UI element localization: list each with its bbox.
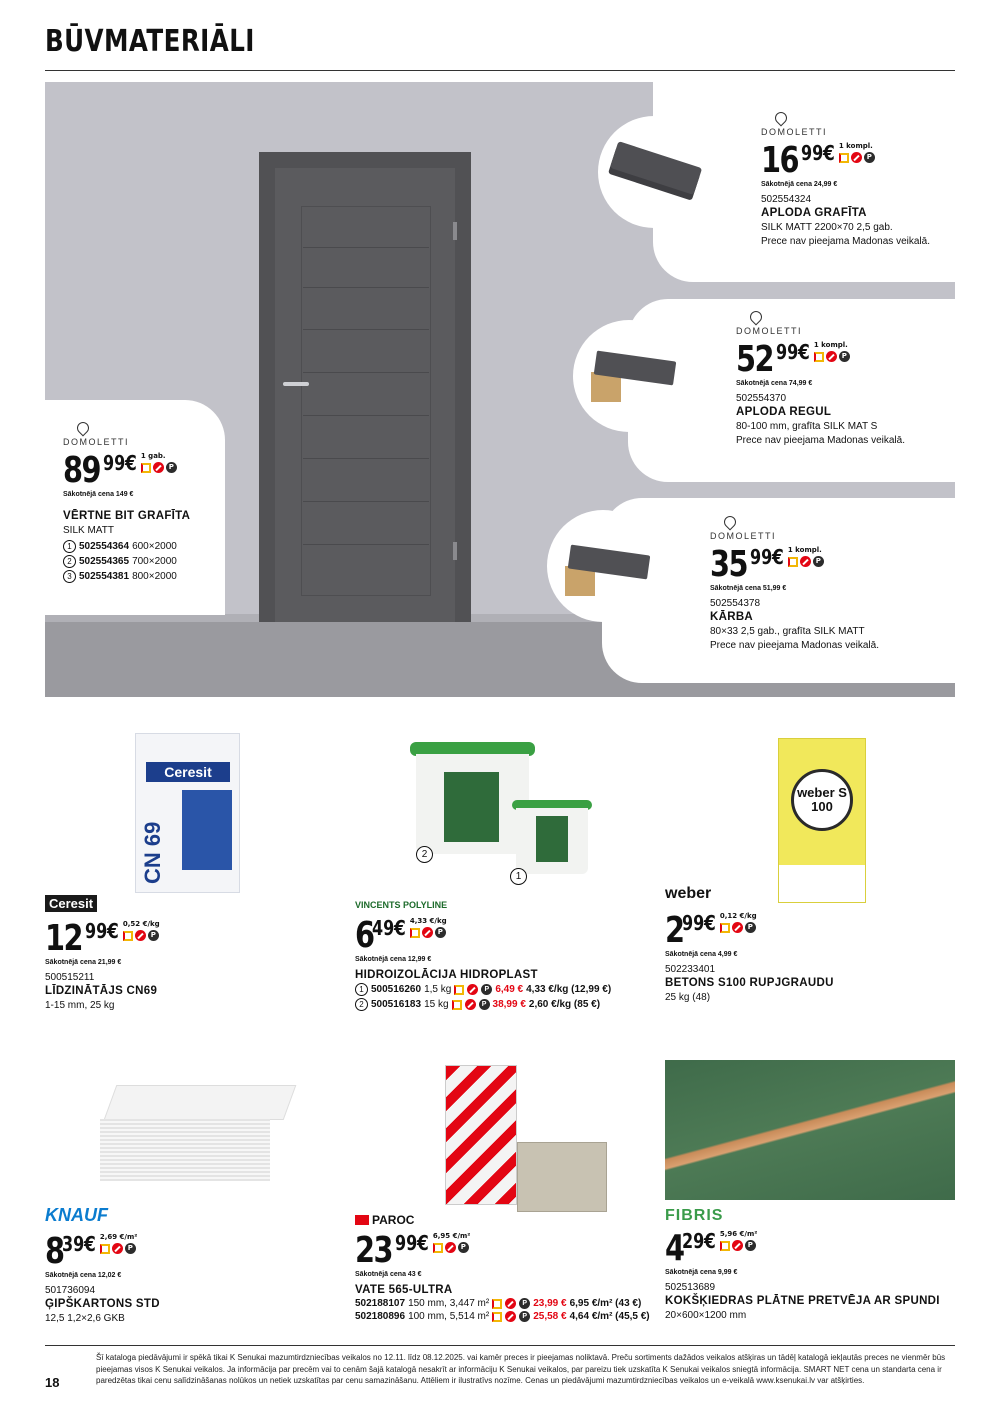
price xyxy=(665,1228,965,1269)
no-discount-icon xyxy=(465,999,476,1010)
product-ceresit[interactable] xyxy=(45,895,345,1013)
product-code: 502554324 xyxy=(761,194,812,205)
availability-note: Prece nav pieejama Madonas veikalā. xyxy=(761,235,930,247)
door-groove xyxy=(303,544,429,545)
weber-bag-label: weber S 100 xyxy=(791,769,853,831)
price-integer: 12 xyxy=(45,918,82,959)
price-integer: 52 xyxy=(736,339,773,380)
no-discount-icon xyxy=(445,1242,456,1253)
product-name: ĢIPŠKARTONS STD xyxy=(45,1298,160,1310)
price xyxy=(63,450,190,491)
product-paroc[interactable] xyxy=(355,1213,655,1322)
ceresit-bag-label: CN 69 xyxy=(140,821,165,884)
title-divider xyxy=(45,70,955,71)
badges xyxy=(141,462,177,473)
brand-logo: Ceresit xyxy=(45,895,97,912)
door-handle xyxy=(283,382,309,386)
door-offer-card[interactable] xyxy=(45,400,225,615)
brand-logo: PAROC xyxy=(355,1213,655,1227)
no-discount-icon xyxy=(851,152,862,163)
product-hidroplast[interactable] xyxy=(355,900,655,1011)
product-fibris[interactable] xyxy=(665,1207,965,1323)
door-hinge xyxy=(453,222,457,240)
hero-banner xyxy=(45,82,955,697)
points-card-icon xyxy=(410,928,420,938)
door-groove xyxy=(303,372,429,373)
p-icon: P xyxy=(864,152,875,163)
price-unit: 0,52 €/kg xyxy=(122,920,160,928)
product-name: KOKŠĶIEDRAS PLĀTNE PRETVĒJA AR SPUNDI xyxy=(665,1295,940,1307)
ceresit-bag-panel xyxy=(182,790,232,870)
karba-image xyxy=(547,510,659,622)
p-icon: P xyxy=(481,984,492,995)
no-discount-icon xyxy=(422,927,433,938)
points-card-icon xyxy=(492,1312,502,1322)
p-icon: P xyxy=(745,1240,756,1251)
original-price: Sākotnējā cena 21,99 € xyxy=(45,959,122,966)
product-desc: SILK MATT 2200×70 2,5 gab. xyxy=(761,222,893,233)
price xyxy=(665,910,965,951)
product-name: APLODA GRAFĪTA xyxy=(761,207,867,219)
product-name: APLODA REGUL xyxy=(736,406,832,418)
door-panel xyxy=(301,206,431,596)
points-card-icon xyxy=(100,1244,110,1254)
product-code: 502233401 xyxy=(665,964,716,975)
no-discount-icon xyxy=(505,1298,516,1309)
price-currency: € xyxy=(703,911,716,935)
availability-note: Prece nav pieejama Madonas veikalā. xyxy=(736,434,905,446)
p-icon: P xyxy=(479,999,490,1010)
points-card-icon xyxy=(492,1299,502,1309)
product-desc: 80-100 mm, grafīta SILK MAT S xyxy=(736,421,878,432)
original-price: Sākotnējā cena 43 € xyxy=(355,1271,422,1278)
price-integer: 89 xyxy=(63,450,100,491)
price-decimal: 49 xyxy=(372,916,395,940)
price-decimal: 99 xyxy=(85,919,108,943)
price xyxy=(45,1231,345,1272)
paroc-pack-image xyxy=(445,1065,517,1205)
price xyxy=(736,339,905,380)
footer-divider xyxy=(45,1345,955,1346)
price-currency: € xyxy=(822,141,835,165)
price-decimal: 99 xyxy=(103,451,126,475)
variant-row: 502188107 150 mm, 3,447 m² P 23,99 € 6,95 €/m² (43 €) xyxy=(355,1298,642,1309)
price-unit: 4,33 €/kg xyxy=(409,917,447,925)
fibris-board-image xyxy=(665,1060,955,1200)
product-desc: SILK MATT xyxy=(63,525,114,536)
price-currency: € xyxy=(416,1231,429,1255)
door-groove xyxy=(303,247,429,248)
price-decimal: 99 xyxy=(801,141,824,165)
original-price: Sākotnējā cena 149 € xyxy=(63,491,134,498)
p-icon: P xyxy=(839,351,850,362)
points-card-icon xyxy=(814,352,824,362)
variant-row: 3 502554381 800×2000 xyxy=(63,570,190,583)
price-currency: € xyxy=(124,451,137,475)
points-card-icon xyxy=(788,557,798,567)
original-price: Sākotnējā cena 4,99 € xyxy=(665,951,738,958)
weber-bag-image xyxy=(778,738,866,903)
points-card-icon xyxy=(720,923,730,933)
points-card-icon xyxy=(452,1000,462,1010)
price-currency: € xyxy=(703,1229,716,1253)
badges xyxy=(123,930,160,941)
price-decimal: 29 xyxy=(682,1229,705,1253)
price xyxy=(761,140,930,181)
price-currency: € xyxy=(771,545,784,569)
product-name: VATE 565-ULTRA xyxy=(355,1284,453,1296)
price-integer: 35 xyxy=(710,544,747,585)
price-currency: € xyxy=(106,919,119,943)
door-hinge xyxy=(453,542,457,560)
no-discount-icon xyxy=(800,556,811,567)
price-integer: 23 xyxy=(355,1230,392,1271)
no-discount-icon xyxy=(112,1243,123,1254)
original-price: Sākotnējā cena 12,99 € xyxy=(355,956,432,963)
product-desc: 12,5 1,2×2,6 GKB xyxy=(45,1313,125,1324)
price-unit: 2,69 €/m² xyxy=(99,1233,138,1241)
price-decimal: 99 xyxy=(395,1231,418,1255)
ceresit-bag-brand: Ceresit xyxy=(146,762,230,782)
price-unit: 0,12 €/kg xyxy=(719,912,757,920)
points-card-icon xyxy=(433,1243,443,1253)
price-unit: 1 kompl. xyxy=(838,142,873,150)
brand-logo: KNAUF xyxy=(45,1205,108,1225)
product-desc: 25 kg (48) xyxy=(665,992,711,1003)
door-groove xyxy=(303,415,429,416)
product-code: 500515211 xyxy=(45,972,95,983)
door-groove xyxy=(303,329,429,330)
image-label: 1 xyxy=(510,868,527,885)
badges xyxy=(410,927,447,938)
product-name: BETONS S100 RUPJGRAUDU xyxy=(665,977,834,989)
brand-logo: DOMOLETTI xyxy=(736,326,803,336)
page-number: 18 xyxy=(45,1375,60,1390)
price-unit: 1 kompl. xyxy=(813,341,848,349)
product-code: 502554378 xyxy=(710,598,761,609)
price-unit: 5,96 €/m² xyxy=(719,1230,758,1238)
price-currency: € xyxy=(83,1232,96,1256)
product-code: 501736094 xyxy=(45,1285,96,1296)
no-discount-icon xyxy=(732,1240,743,1251)
price-decimal: 99 xyxy=(776,340,799,364)
domoletti-logo-icon xyxy=(748,309,765,326)
variant-row: 1 502554364 600×2000 xyxy=(63,540,190,553)
badges xyxy=(720,922,757,933)
door-groove xyxy=(303,501,429,502)
points-card-icon xyxy=(141,463,151,473)
no-discount-icon xyxy=(826,351,837,362)
product-name: LĪDZINĀTĀJS CN69 xyxy=(45,985,158,997)
price-integer: 6 xyxy=(355,915,374,956)
price-decimal: 99 xyxy=(682,911,705,935)
price xyxy=(710,544,879,585)
price-integer: 8 xyxy=(45,1231,64,1272)
badges xyxy=(839,152,875,163)
no-discount-icon xyxy=(467,984,478,995)
price-integer: 16 xyxy=(761,140,798,181)
door-groove xyxy=(303,287,429,288)
price xyxy=(355,1230,655,1271)
domoletti-logo-icon xyxy=(722,514,739,531)
hidroplast-bucket-small-image xyxy=(512,800,592,875)
points-card-icon xyxy=(454,985,464,995)
original-price: Sākotnējā cena 24,99 € xyxy=(761,181,838,188)
original-price: Sākotnējā cena 9,99 € xyxy=(665,1269,738,1276)
variant-row: 2 500516183 15 kg P 38,99 € 2,60 €/kg (85 €) xyxy=(355,998,655,1011)
price xyxy=(355,915,655,956)
image-label: 2 xyxy=(416,846,433,863)
brand-logo: DOMOLETTI xyxy=(63,437,130,447)
points-card-icon xyxy=(123,931,133,941)
p-icon: P xyxy=(166,462,177,473)
price-decimal: 39 xyxy=(62,1232,85,1256)
price-decimal: 99 xyxy=(750,545,773,569)
p-icon: P xyxy=(125,1243,136,1254)
no-discount-icon xyxy=(135,930,146,941)
points-card-icon xyxy=(720,1241,730,1251)
karba-offer-card[interactable] xyxy=(602,498,955,683)
price-currency: € xyxy=(797,340,810,364)
p-icon: P xyxy=(519,1298,530,1309)
p-icon: P xyxy=(435,927,446,938)
badges xyxy=(788,556,824,567)
points-card-icon xyxy=(839,153,849,163)
paroc-logo-icon xyxy=(355,1215,369,1225)
product-name: HIDROIZOLĀCIJA HIDROPLAST xyxy=(355,969,538,981)
product-desc: 80×33 2,5 gab., grafīta SILK MATT xyxy=(710,626,865,637)
price-unit: 6,95 €/m² xyxy=(432,1232,471,1240)
price-integer: 2 xyxy=(665,910,684,951)
brand-logo: VINCENTS POLYLINE xyxy=(355,900,448,910)
price-integer: 4 xyxy=(665,1228,684,1269)
domoletti-logo-icon xyxy=(773,110,790,127)
price xyxy=(45,918,345,959)
p-icon: P xyxy=(745,922,756,933)
p-icon: P xyxy=(458,1242,469,1253)
aploda-regul-image xyxy=(573,320,685,432)
brand-logo: weber xyxy=(665,885,712,902)
no-discount-icon xyxy=(153,462,164,473)
original-price: Sākotnējā cena 74,99 € xyxy=(736,380,813,387)
product-code: 502513689 xyxy=(665,1282,716,1293)
brand-logo: DOMOLETTI xyxy=(761,127,828,137)
brand-logo: FIBRIS xyxy=(665,1207,724,1224)
variant-row: 1 500516260 1,5 kg P 6,49 € 4,33 €/kg (12,99 €) xyxy=(355,983,655,996)
original-price: Sākotnējā cena 12,02 € xyxy=(45,1272,122,1279)
aploda-grafita-image xyxy=(598,116,710,228)
availability-note: Prece nav pieejama Madonas veikalā. xyxy=(710,639,879,651)
product-code: 502554370 xyxy=(736,393,787,404)
product-knauf[interactable] xyxy=(45,1205,345,1326)
product-desc: 1-15 mm, 25 kg xyxy=(45,1000,115,1011)
variant-row: 2 502554365 700×2000 xyxy=(63,555,190,568)
original-price: Sākotnējā cena 51,99 € xyxy=(710,585,787,592)
paroc-slab-image xyxy=(517,1142,607,1212)
no-discount-icon xyxy=(732,922,743,933)
domoletti-logo-icon xyxy=(75,420,92,437)
disclaimer-text: Šī kataloga piedāvājumi ir spēkā tikai K Senukai mazumtirdzniecības veikalos no 12.11. līdz 08.12.2025. vai kamēr preces ir pieejamas noliktavā. Preču sortiments dažādos veikalos atšķiras un tādēļ katalogā iekļautās preces ne vienmēr būs pieejamas visos K Senukai veikalos. Ja informācija par precēm vai to cenām šajā katalogā nesakrīt ar informāciju K Senukai veikalos, par pareizu tiek uzskatīta K Senukai veikalos sniegtā informācija. SMART NET cena un standarta cena ir paredzētas tikai cenu salīdzināšanas nolūkos un netiek uzskatītas par cenu samazināšanu. Attēliem ir ilustratīvs nozīme. Cenas un piedāvājumi mazumtirdzniecības veikalos un e-veikalā www.ksenukai.lv var atšķirties. xyxy=(96,1353,946,1386)
ceresit-bag-image xyxy=(135,733,240,893)
moulding-profile xyxy=(610,141,702,195)
product-desc: 20×600×1200 mm xyxy=(665,1310,747,1321)
product-name: VĒRTNE BIT GRAFĪTA xyxy=(63,510,191,522)
p-icon: P xyxy=(519,1311,530,1322)
brand-logo: DOMOLETTI xyxy=(710,531,777,541)
door-groove xyxy=(303,458,429,459)
product-weber[interactable] xyxy=(665,885,965,1005)
price-unit: 1 gab. xyxy=(140,452,166,460)
badges xyxy=(433,1242,471,1253)
no-discount-icon xyxy=(505,1311,516,1322)
p-icon: P xyxy=(148,930,159,941)
page-title: BŪVMATERIĀLI xyxy=(45,24,255,59)
p-icon: P xyxy=(813,556,824,567)
product-name: KĀRBA xyxy=(710,611,754,623)
badges xyxy=(720,1240,758,1251)
variant-row: 502180896 100 mm, 5,514 m² P 25,58 € 4,64 €/m² (45,5 €) xyxy=(355,1311,650,1322)
knauf-drywall-image xyxy=(100,1085,295,1185)
badges xyxy=(100,1243,138,1254)
price-unit: 1 kompl. xyxy=(787,546,822,554)
badges xyxy=(814,351,850,362)
price-currency: € xyxy=(393,916,406,940)
